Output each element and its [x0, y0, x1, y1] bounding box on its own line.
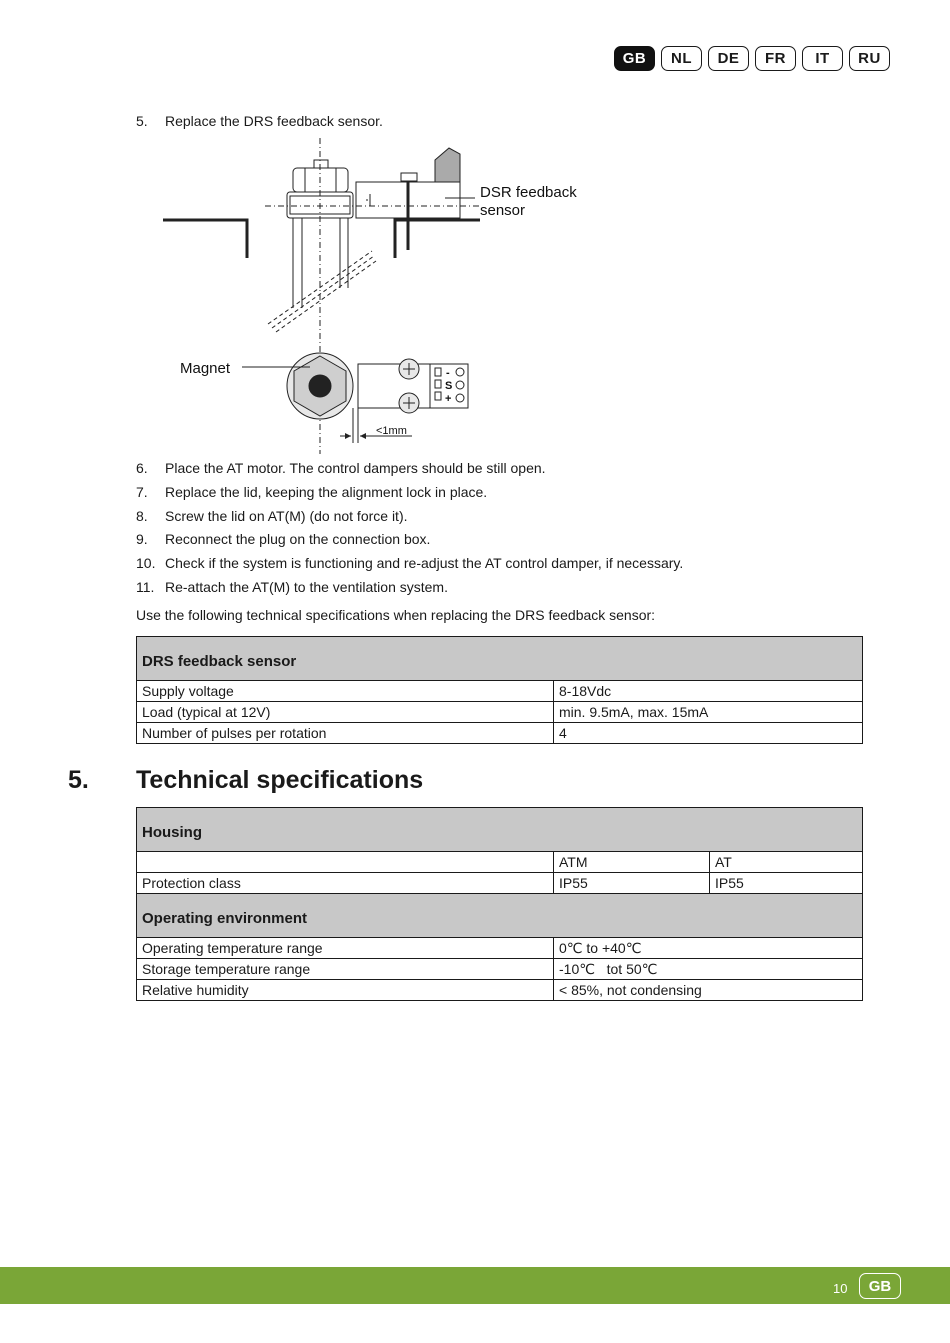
table-cell: 0℃ to +40℃: [554, 938, 863, 959]
page-number: 10: [833, 1281, 848, 1296]
table-cell: Load (typical at 12V): [137, 702, 554, 723]
terminal-minus: -: [446, 367, 450, 379]
sensor-label-line2: sensor: [480, 202, 526, 219]
drs-sensor-diagram: [150, 138, 590, 458]
footer-bar: [0, 1267, 950, 1304]
section-title: Technical specifications: [136, 766, 424, 794]
drs-spec-table: [136, 636, 863, 744]
step-number: 11.: [136, 579, 155, 595]
table-cell: Storage temperature range: [137, 959, 554, 980]
language-tabs: [614, 46, 890, 71]
section-number: 5.: [68, 766, 89, 794]
table-cell: [137, 852, 554, 873]
table-cell: IP55: [710, 873, 863, 894]
step-item: [136, 508, 408, 525]
table-cell: Operating temperature range: [137, 938, 554, 959]
table-cell: AT: [710, 852, 863, 873]
lang-tab-gb[interactable]: GB: [614, 46, 655, 71]
step-item: [136, 579, 448, 596]
step-text: Place the AT motor. The control dampers should be still open.: [165, 460, 546, 476]
step-number: 5.: [136, 113, 148, 129]
lang-tab-de[interactable]: DE: [708, 46, 749, 71]
step-number: 6.: [136, 460, 148, 476]
terminal-plus: +: [445, 393, 452, 405]
lang-tab-it[interactable]: IT: [802, 46, 843, 71]
table-cell: Protection class: [137, 873, 554, 894]
technical-spec-table: [136, 807, 863, 1001]
step-item: [136, 555, 683, 572]
table-row: [137, 959, 863, 980]
table-row: [137, 702, 863, 723]
table-cell: min. 9.5mA, max. 15mA: [554, 702, 863, 723]
table-cell: 8-18Vdc: [554, 681, 863, 702]
magnet-label: Magnet: [180, 360, 231, 377]
table-row: [137, 980, 863, 1001]
step-number: 7.: [136, 484, 148, 500]
step-number: 10.: [136, 555, 156, 571]
intro-text: Use the following technical specifications when replacing the DRS feedback sensor:: [136, 607, 656, 623]
table-cell: < 85%, not condensing: [554, 980, 863, 1001]
sensor-label-line1: DSR feedback: [480, 184, 577, 201]
step-text: Re-attach the AT(M) to the ventilation system.: [165, 579, 448, 595]
table-row: [137, 723, 863, 744]
table-row: [137, 873, 863, 894]
terminal-s: S: [445, 380, 453, 392]
step-text: Screw the lid on AT(M) (do not force it).: [165, 508, 408, 524]
table-cell: Relative humidity: [137, 980, 554, 1001]
table-cell: 4: [554, 723, 863, 744]
table-heading: DRS feedback sensor: [137, 637, 863, 681]
table-row: [137, 938, 863, 959]
step-item: [136, 113, 383, 130]
table-row: [137, 852, 863, 873]
step-item: [136, 531, 430, 548]
table-cell: Supply voltage: [137, 681, 554, 702]
gap-label: <1mm: [376, 425, 407, 437]
step-number: 9.: [136, 531, 148, 547]
lang-tab-nl[interactable]: NL: [661, 46, 702, 71]
lang-tab-ru[interactable]: RU: [849, 46, 890, 71]
table-row: [137, 681, 863, 702]
step-text: Replace the DRS feedback sensor.: [165, 113, 383, 129]
step-text: Replace the lid, keeping the alignment lock in place.: [165, 484, 488, 500]
table-cell: ATM: [554, 852, 710, 873]
step-number: 8.: [136, 508, 148, 524]
footer-language-tab: GB: [859, 1273, 901, 1299]
table-cell: IP55: [554, 873, 710, 894]
lang-tab-fr[interactable]: FR: [755, 46, 796, 71]
step-text: Check if the system is functioning and re-adjust the AT control damper, if necessary.: [165, 555, 684, 571]
table-heading: Operating environment: [137, 894, 863, 938]
table-heading: Housing: [137, 808, 863, 852]
step-text: Reconnect the plug on the connection box.: [165, 531, 431, 547]
table-cell: -10℃ tot 50℃: [554, 959, 863, 980]
step-item: [136, 484, 487, 501]
step-item: [136, 460, 546, 477]
table-cell: Number of pulses per rotation: [137, 723, 554, 744]
